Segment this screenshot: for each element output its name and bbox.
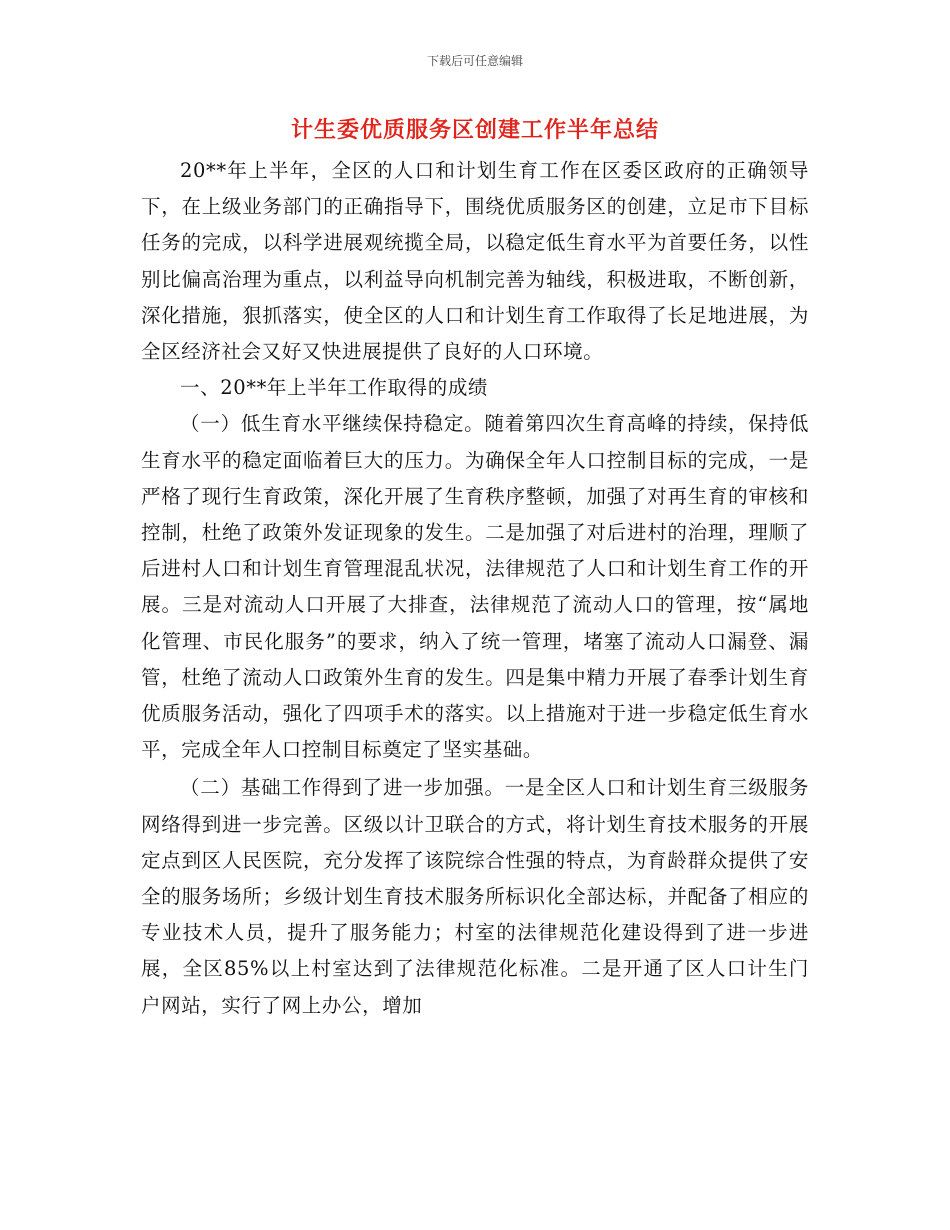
- paragraph-intro: 20**年上半年，全区的人口和计划生育工作在区委区政府的正确领导下，在上级业务部门的正确指导下，围绕优质服务区的创建，立足市下目标任务的完成，以科学进展观统揽全局，以稳定低生育水平为首要任务，以性别比偏高治理为重点，以利益导向机制完善为轴线，积极进取，不断创新，深化措施，狠抓落实，使全区的人口和计划生育工作取得了长足地进展，为全区经济社会又好又快进展提供了良好的人口环境。: [141, 159, 809, 364]
- header-note: 下载后可任意编辑: [426, 54, 523, 68]
- document-title: 计生委优质服务区创建工作半年总结: [290, 118, 659, 143]
- paragraph-low-fertility: （一）低生育水平继续保持稳定。随着第四次生育高峰的持续，保持低生育水平的稳定面临着巨大的压力。为确保全年人口控制目标的完成，一是严格了现行生育政策，深化开展了生育秩序整顿，加强了对再生育的审核和控制，杜绝了政策外发证现象的发生。二是加强了对后进村的治理，理顺了后进村人口和计划生育管理混乱状况，法律规范了人口和计划生育工作的开展。三是对流动人口开展了大排查，法律规范了流动人口的管理，按“属地化管理、市民化服务”的要求，纳入了统一管理，堵塞了流动人口漏登、漏管，杜绝了流动人口政策外生育的发生。四是集中精力开展了春季计划生育优质服务活动，强化了四项手术的落实。以上措施对于进一步稳定低生育水平，完成全年人口控制目标奠定了坚实基础。: [141, 412, 809, 762]
- document-body: [141, 153, 809, 1024]
- paragraph-basic-work: （二）基础工作得到了进一步加强。一是全区人口和计划生育三级服务网络得到进一步完善。区级以计卫联合的方式，将计划生育技术服务的开展定点到区人民医院，充分发挥了该院综合性强的特点，为育龄群众提供了安全的服务场所；乡级计划生育技术服务所标识化全部达标，并配备了相应的专业技术人员，提升了服务能力；村室的法律规范化建设得到了进一步进展，全区85%以上村室达到了法律规范化标准。二是开通了区人口计生门户网站，实行了网上办公，增加: [141, 776, 809, 1017]
- section-heading-achievements: 一、20**年上半年工作取得的成绩: [180, 376, 489, 400]
